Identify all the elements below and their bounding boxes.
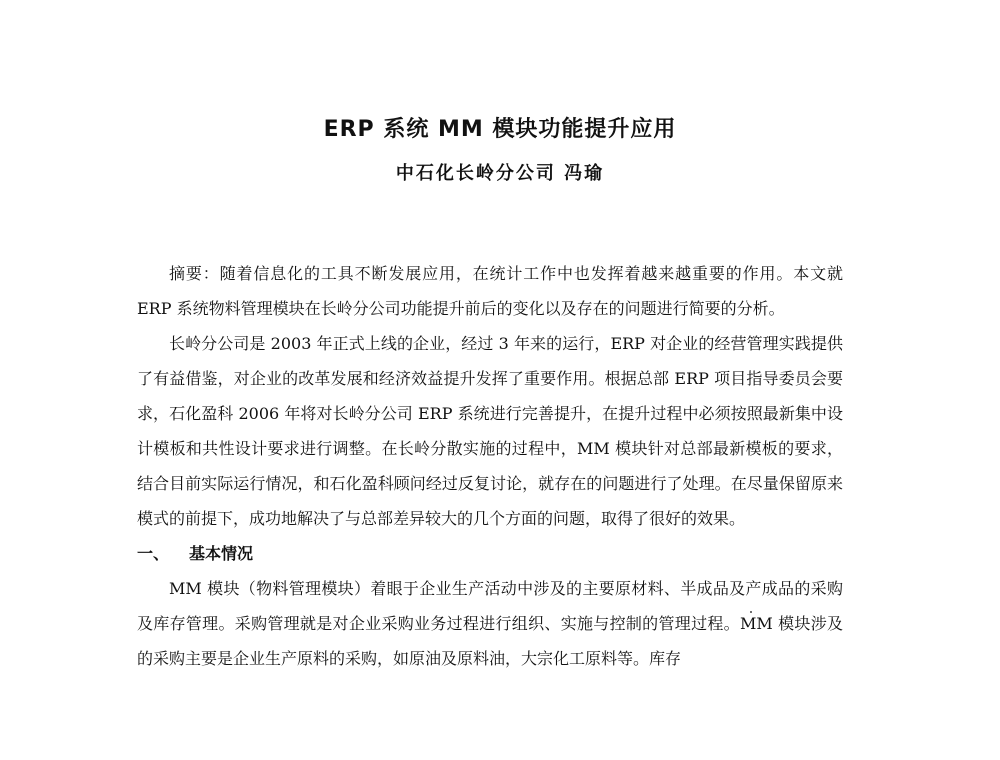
body-paragraph: MM 模块（物料管理模块）着眼于企业生产活动中涉及的主要原材料、半成品及产成品的采购及库存管理。采购管理就是对企业采购业务过程进行组织、实施与控制的管理过程。MM 模块涉及的采购主要是企业生产原料的采购，如原油及原料油，大宗化工原料等。库存 <box>137 579 843 668</box>
abstract-paragraph: 摘要：随着信息化的工具不断发展应用，在统计工作中也发挥着越来越重要的作用。本文就 ERP 系统物料管理模块在长岭分公司功能提升前后的变化以及存在的问题进行简要的分析。 <box>137 264 843 318</box>
paper-title: ERP 系统 MM 模块功能提升应用 <box>323 117 677 142</box>
section-number: 一、 <box>137 544 170 563</box>
author-line: 中石化长岭分公司 冯瑜 <box>395 163 605 184</box>
paper-body <box>137 256 843 676</box>
intro-paragraph: 长岭分公司是 2003 年正式上线的企业，经过 3 年来的运行，ERP 对企业的经营管理实践提供了有益借鉴，对企业的改革发展和经济效益提升发挥了重要作用。根据总部 ERP 项目指导委员会要求，石化盈科 2006 年将对长岭分公司 ERP 系统进行完善提升，在提升过程中必须按照最新集中设计模板和共性设计要求进行调整。在长岭分散实施的过程中，MM 模块针对总部最新模板的要求，结合目前实际运行情况，和石化盈科顾问经过反复讨论，就存在的问题进行了处理。在尽量保留原来模式的前提下，成功地解决了与总部差异较大的几个方面的问题，取得了很好的效果。 <box>137 334 843 528</box>
section-heading <box>137 536 843 571</box>
section-title: 基本情况 <box>189 544 254 563</box>
scan-speck <box>750 611 752 613</box>
